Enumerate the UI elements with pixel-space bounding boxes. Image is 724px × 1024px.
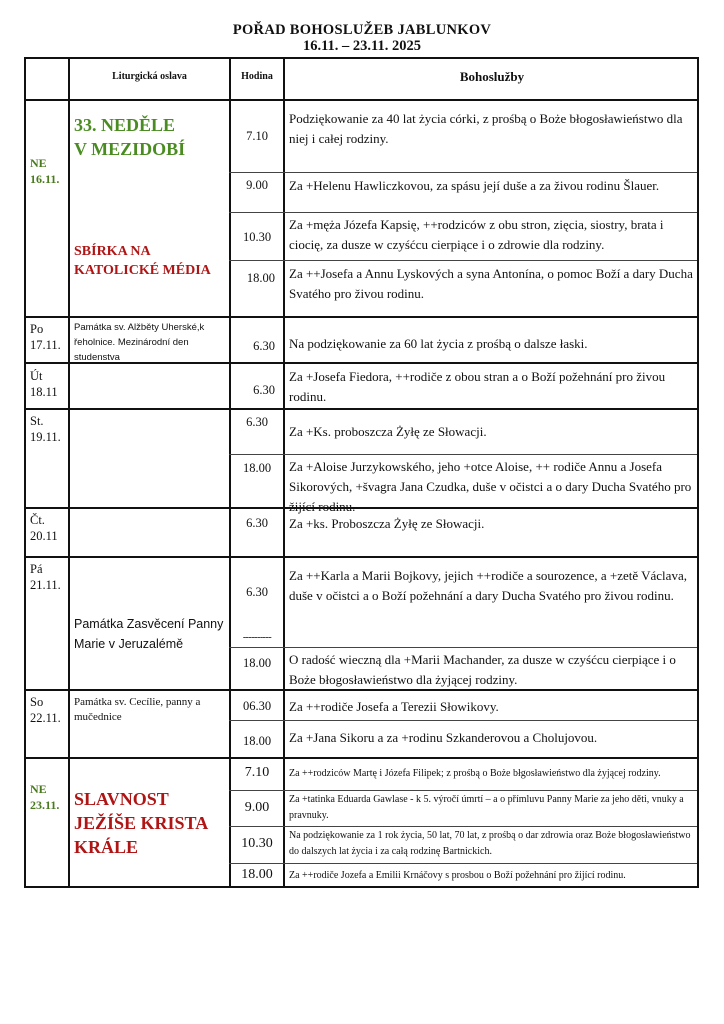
day-row-mon17 — [26, 321, 68, 353]
mass-hour: 18.00 — [246, 271, 275, 285]
row-divider — [229, 212, 697, 213]
note-line: KATOLICKÉ MÉDIA — [74, 263, 211, 278]
mass-hour: 18.00 — [242, 734, 272, 748]
mass-intention: Za +męża Józefa Kapsię, ++rodziców z obu stron, zięcia, siostry, brata i ciocię, za dusze w czyśćcu cierpiące i o zdrowie dla rodziny. — [289, 217, 664, 252]
column-divider — [68, 59, 70, 886]
day-date: 23.11. — [30, 798, 60, 812]
mass-intention: Za +Josefa Fiedora, ++rodiče z obou stran a o Boží požehnání pro živou rodinu. — [289, 369, 666, 404]
feast-line: 33. NEDĚLE — [74, 115, 176, 135]
row-divider — [229, 172, 697, 173]
row-divider — [229, 826, 697, 827]
mass-intention: Za +ks. Proboszcza Żyłę ze Słowacji. — [289, 516, 485, 531]
day-row-fri21 — [26, 561, 68, 593]
feast-text: Památka sv. Cecílie, panny a mučednice — [74, 696, 201, 723]
day-date: 17.11. — [30, 338, 61, 352]
day-row-sun16 — [26, 155, 68, 187]
mass-hour: 06.30 — [242, 699, 272, 713]
day-divider — [26, 408, 697, 410]
mass-intention: Za ++Karla a Marii Bojkovy, jejich ++rodiče a sourozence, a +zetě Václava, duše v očistci a o Boží požehnání a dary Ducha Svatého pro živou rodinu. — [289, 568, 687, 603]
mass-intention: Za ++rodiče Josefa a Terezii Słowikovy. — [289, 699, 499, 714]
feast-title — [74, 787, 229, 859]
day-date: 16.11. — [30, 172, 60, 186]
day-divider — [26, 362, 697, 364]
day-row-sat22 — [26, 694, 68, 726]
mass-hour: 10.30 — [242, 230, 272, 244]
day-name: Po — [30, 322, 44, 336]
row-divider — [229, 647, 697, 648]
mass-intention: Za ++Josefa a Annu Lyskových a syna Antonína, o pomoc Boží a dary Ducha Svatého pro živou rodinu. — [289, 266, 693, 301]
feast-line: JEŽÍŠE KRISTA — [74, 813, 209, 833]
day-name: Pá — [30, 562, 43, 576]
mass-hour: 9.00 — [246, 178, 268, 192]
day-name: NE — [30, 782, 47, 796]
day-date: 20.11 — [30, 529, 58, 543]
mass-hour: 6.30 — [246, 516, 268, 530]
mass-hour: 9.00 — [244, 800, 270, 815]
mass-intention: Za ++rodziców Martę i Józefa Filipek; z prośbą o Boże błgosławieństwo dla żyjącej rodziny. — [289, 768, 661, 779]
day-date: 21.11. — [30, 578, 61, 592]
collection-note — [74, 242, 229, 280]
feast-line: SLAVNOST — [74, 789, 169, 809]
mass-hour: 10.30 — [241, 836, 273, 851]
mass-intention: Za +tatinka Eduarda Gawlase - k 5. výročí úmrtí – a o přímluvu Panny Marie za jeho děti, vnuky a pravnuky. — [289, 794, 684, 821]
mass-intention: Za ++rodiče Jozefa a Emilii Krnáčovy s prosbou o Boží požehnání pro žijící rodinu. — [289, 870, 626, 881]
mass-intention: Za +Helenu Hawliczkovou, za spásu její duše a za živou rodinu Šlauer. — [289, 178, 660, 193]
mass-intention: Na podziękowanie za 60 lat życia z prośbą o dalsze łaski. — [289, 336, 588, 351]
mass-hour: 6.30 — [246, 585, 268, 599]
date-range: 16.11. – 23.11. 2025 — [302, 38, 422, 54]
day-divider — [26, 556, 697, 558]
mass-intention: Na podziękowanie za 1 rok życia, 50 lat, 70 lat, z prośbą o dar zdrowia oraz Boże błogosławieństwo do dalszych lat życia i za całą rodzinę Bartnickich. — [289, 830, 691, 857]
mass-hour: 18.00 — [242, 461, 272, 475]
day-name: St. — [30, 414, 44, 428]
feast-text: Památka Zasvěcení Panny Marie v Jeruzalémě — [74, 617, 224, 651]
day-name: Čt. — [30, 513, 45, 527]
day-name: So — [30, 695, 44, 709]
feast-line: V MEZIDOBÍ — [74, 139, 186, 159]
time-separator: ---------- — [242, 632, 272, 643]
day-name: Út — [30, 369, 43, 383]
day-divider — [26, 316, 697, 318]
header-masses: Bohoslužby — [459, 69, 525, 84]
day-row-tue18 — [26, 368, 68, 400]
mass-intention: Za +Jana Sikoru a za +rodinu Szkanderovou a Cholujovou. — [289, 730, 598, 745]
mass-intention: Za +Ks. proboszcza Żyłę ze Słowacji. — [289, 424, 487, 439]
day-name: NE — [30, 156, 47, 170]
feast-text: Památka sv. Alžběty Uherské,k řeholnice. Mezinárodní den studenstva — [74, 322, 205, 363]
mass-intention: O radość wieczną dla +Marii Machander, za dusze w czyśćcu cierpiące i o Boże błogosławieństwo dla żyjącej rodziny. — [289, 652, 676, 687]
mass-hour: 6.30 — [253, 383, 275, 397]
mass-hour: 18.00 — [241, 867, 273, 882]
day-divider — [26, 689, 697, 691]
day-date: 18.11 — [30, 385, 58, 399]
row-divider — [229, 790, 697, 791]
mass-intention: Za +Aloise Jurzykowského, jeho +otce Aloise, ++ rodiče Annu a Josefa Sikorových, +švagra Jana Czudka, duše v očistci a o dary Ducha Svatého pro žijící rodinu. — [289, 459, 692, 514]
feast-title — [74, 113, 229, 161]
mass-hour: 7.10 — [244, 765, 270, 780]
schedule-table — [24, 57, 699, 888]
document-title: POŘAD BOHOSLUŽEB JABLUNKOV — [232, 22, 492, 38]
mass-hour: 6.30 — [246, 415, 268, 429]
row-divider — [229, 863, 697, 864]
header-feast: Liturgická oslava — [112, 71, 187, 82]
day-row-wed19 — [26, 413, 68, 445]
mass-hour: 18.00 — [242, 656, 272, 670]
row-divider — [229, 454, 697, 455]
day-date: 19.11. — [30, 430, 61, 444]
mass-hour: 6.30 — [253, 339, 275, 353]
mass-intention: Podziękowanie za 40 lat życia córki, z prośbą o Boże błogosławieństwo dla niej i całej rodziny. — [289, 111, 683, 146]
day-divider — [26, 507, 697, 509]
day-row-thu20 — [26, 512, 68, 544]
note-line: SBÍRKA NA — [74, 244, 151, 259]
day-date: 22.11. — [30, 711, 61, 725]
day-divider — [26, 757, 697, 759]
header-divider — [26, 99, 697, 101]
mass-hour: 7.10 — [246, 129, 268, 143]
row-divider — [229, 720, 697, 721]
feast-line: KRÁLE — [74, 837, 139, 857]
row-divider — [229, 260, 697, 261]
header-hour: Hodina — [241, 71, 273, 82]
day-row-sun23 — [26, 781, 68, 813]
